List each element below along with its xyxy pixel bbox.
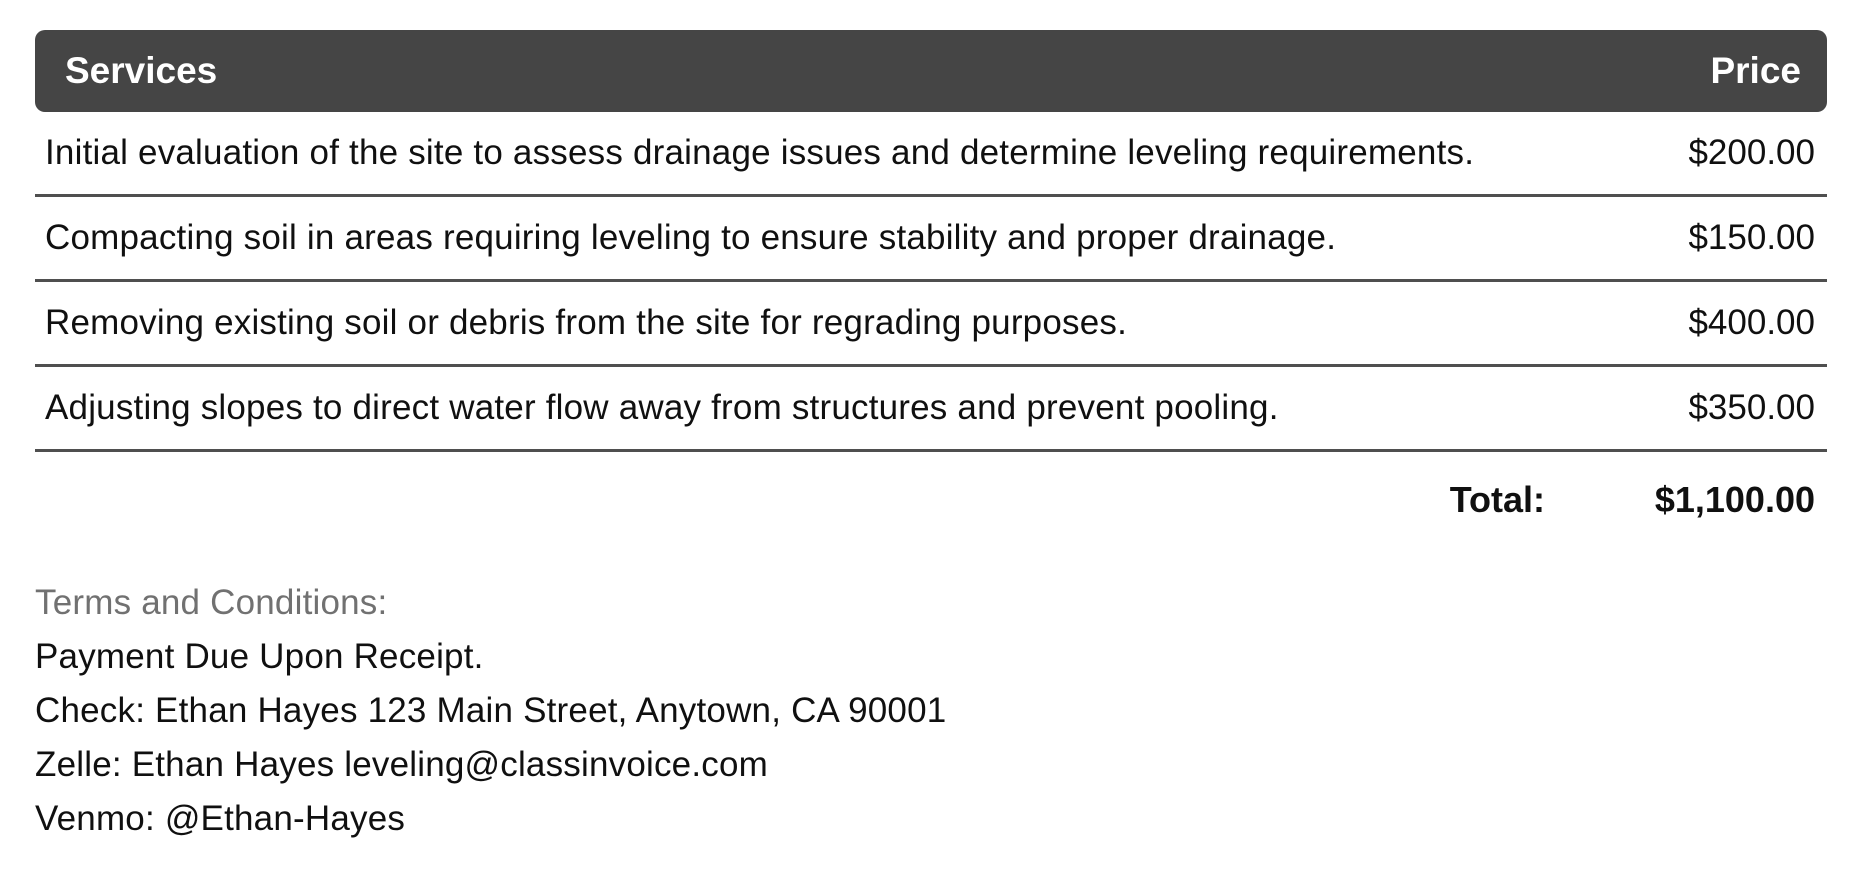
service-row (35, 197, 1827, 282)
price-cell: $350.00 (1688, 388, 1815, 427)
service-description-cell: Removing existing soil or debris from the site for regrading purposes. (45, 303, 1127, 342)
services-header-cell: Services (65, 50, 218, 91)
service-description-cell: Compacting soil in areas requiring leveling to ensure stability and proper drainage. (45, 218, 1337, 257)
terms-line: Check: Ethan Hayes 123 Main Street, Anytown, CA 90001 (35, 691, 947, 730)
terms-line: Payment Due Upon Receipt. (35, 637, 484, 676)
price-cell: $150.00 (1688, 218, 1815, 257)
service-row (35, 282, 1827, 367)
service-row (35, 112, 1827, 197)
terms-section (35, 576, 1827, 846)
services-table (35, 30, 1827, 548)
terms-line: Zelle: Ethan Hayes leveling@classinvoice.com (35, 745, 768, 784)
price-cell: $200.00 (1688, 133, 1815, 172)
price-cell: $400.00 (1688, 303, 1815, 342)
total-amount: $1,100.00 (1654, 479, 1815, 520)
terms-line: Venmo: @Ethan-Hayes (35, 799, 406, 838)
terms-heading: Terms and Conditions: (35, 583, 388, 622)
total-label: Total: (1449, 479, 1545, 520)
service-description-cell: Initial evaluation of the site to assess drainage issues and determine leveling requirements. (45, 133, 1475, 172)
total-row (35, 452, 1827, 548)
table-header-row (35, 30, 1827, 112)
service-description-cell: Adjusting slopes to direct water flow away from structures and prevent pooling. (45, 388, 1279, 427)
price-header-cell: Price (1710, 50, 1801, 91)
service-row (35, 367, 1827, 452)
